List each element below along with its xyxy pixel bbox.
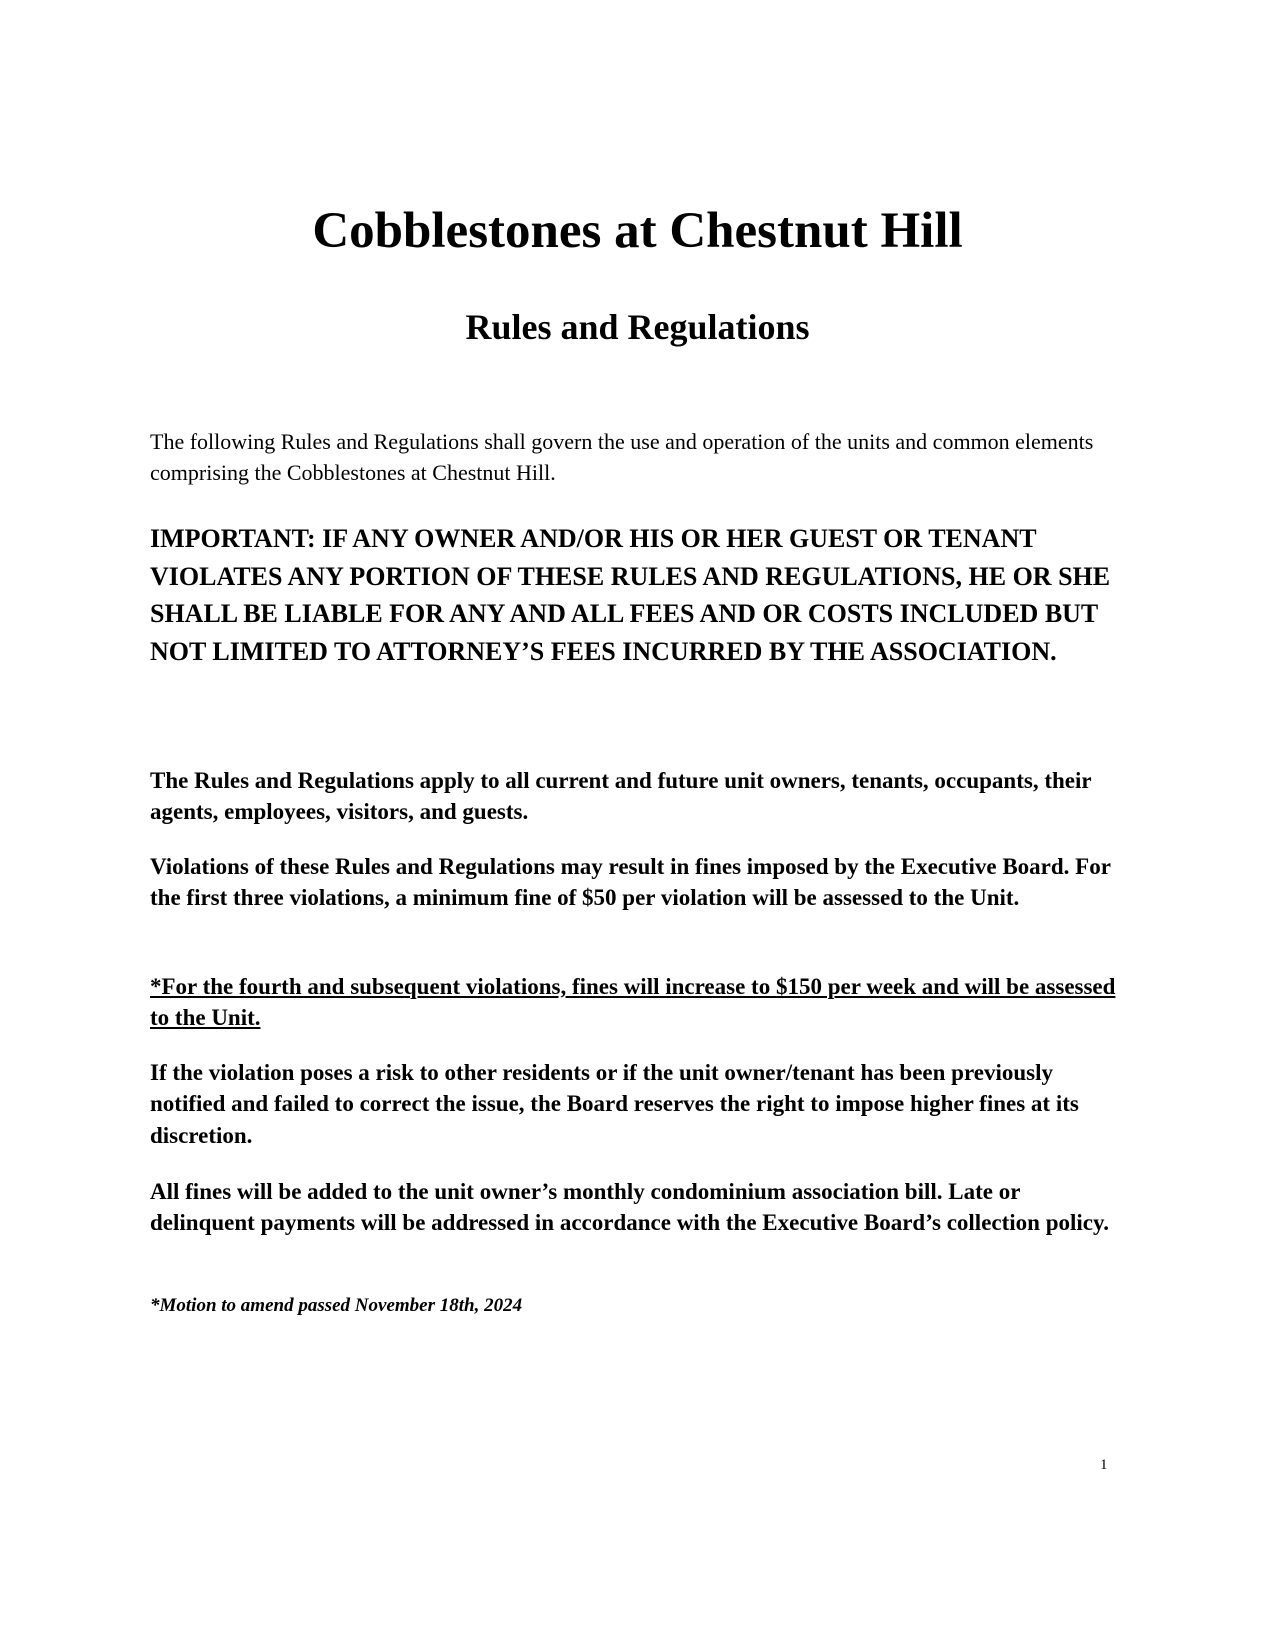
document-title: Cobblestones at Chestnut Hill xyxy=(312,203,963,259)
amended-fines-paragraph: *For the fourth and subsequent violations, fines will increase to $150 per week and will be assessed to the Unit. xyxy=(150,974,1116,1031)
billing-paragraph: All fines will be added to the unit owner’s monthly condominium association bill. Late or delinquent payments will be addressed in accordance with the Executive Board’s collection policy. xyxy=(150,1179,1109,1236)
amendment-note: *Motion to amend passed November 18th, 2024 xyxy=(150,1295,523,1316)
document-subtitle: Rules and Regulations xyxy=(465,307,810,347)
document-page xyxy=(150,0,1125,1650)
page-number: 1 xyxy=(1100,1457,1108,1473)
intro-paragraph: The following Rules and Regulations shall govern the use and operation of the units and common elements comprising the Cobblestones at Chestnut Hill. xyxy=(150,429,1094,485)
fines-paragraph: Violations of these Rules and Regulations may result in fines imposed by the Executive Board. For the first three violations, a minimum fine of $50 per violation will be assessed to the Unit. xyxy=(150,854,1111,911)
higher-fines-paragraph: If the violation poses a risk to other residents or if the unit owner/tenant has been previously notified and failed to correct the issue, the Board reserves the right to impose higher fines at its discretion. xyxy=(150,1060,1079,1148)
important-notice: IMPORTANT: IF ANY OWNER AND/OR HIS OR HER GUEST OR TENANT VIOLATES ANY PORTION OF THESE RULES AND REGULATIONS, HE OR SHE SHALL BE LIABLE FOR ANY AND ALL FEES AND OR COSTS INCLUDED BUT NOT LIMITED TO ATTORNEY’S FEES INCURRED BY THE ASSOCIATION. xyxy=(150,524,1111,666)
applicability-paragraph: The Rules and Regulations apply to all current and future unit owners, tenants, occupants, their agents, employees, visitors, and guests. xyxy=(150,768,1092,825)
